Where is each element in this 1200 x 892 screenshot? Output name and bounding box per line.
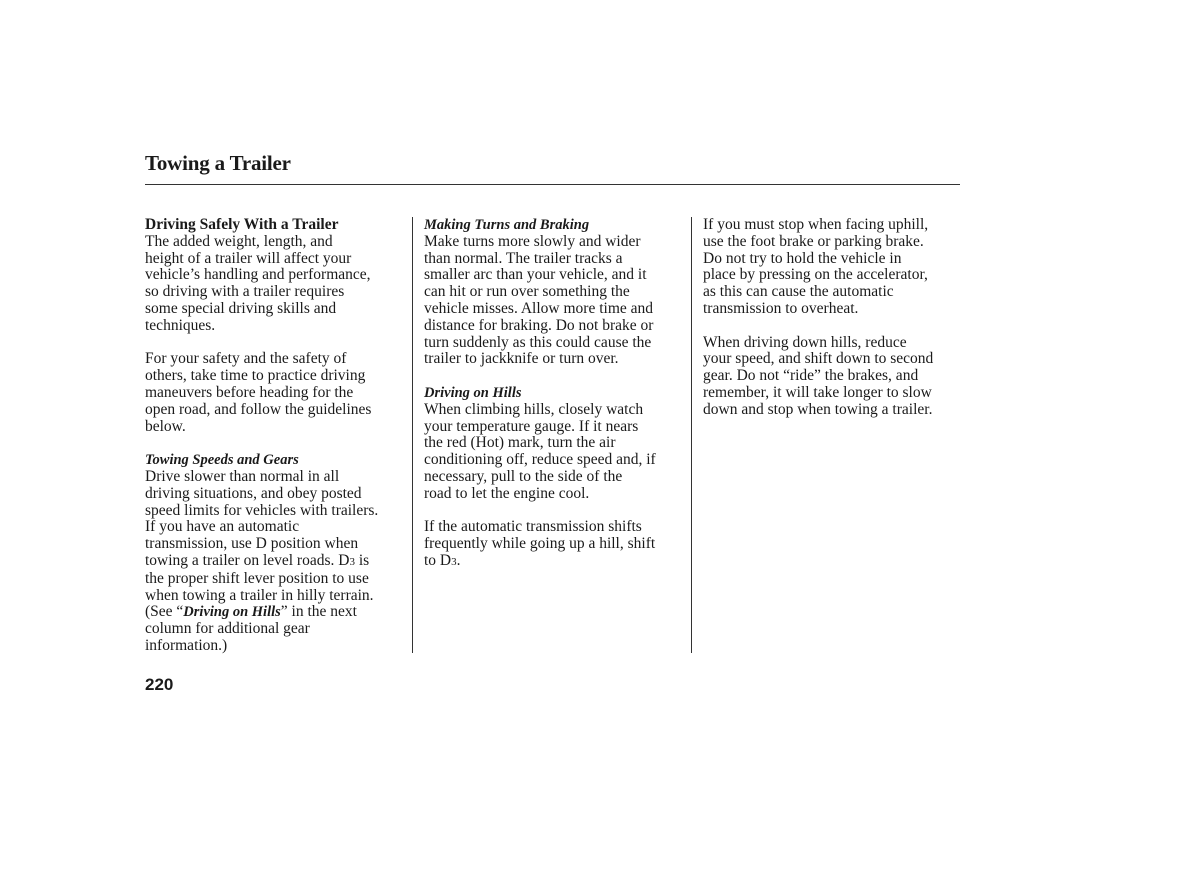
text-line: use the foot brake or parking brake. xyxy=(703,232,924,250)
paragraph-stopping-uphill xyxy=(703,217,965,318)
text-line: open road, and follow the guidelines xyxy=(145,400,372,418)
text-fragment: ” in the next xyxy=(280,603,357,621)
title-divider xyxy=(145,184,960,185)
text-line: as this can cause the automatic xyxy=(703,283,894,301)
text-line: column for additional gear xyxy=(145,620,310,638)
column-divider-right xyxy=(691,217,692,653)
text-line: others, take time to practice driving xyxy=(145,367,366,385)
text-line: If you have an automatic xyxy=(145,518,300,536)
text-line: place by pressing on the accelerator, xyxy=(703,266,928,284)
text-line: gear. Do not “ride” the brakes, and xyxy=(703,367,919,385)
text-fragment: . xyxy=(456,551,461,569)
column-3 xyxy=(703,217,965,435)
column-1 xyxy=(145,217,407,672)
section-towing-speeds xyxy=(145,452,407,655)
column-divider-left xyxy=(412,217,413,653)
text-line: turn suddenly as this could cause the xyxy=(424,333,652,351)
text-line: transmission, use D position when xyxy=(145,535,359,553)
text-fragment: (See “ xyxy=(145,603,184,621)
subheading-towing-speeds: Towing Speeds and Gears xyxy=(145,452,299,469)
text-line: conditioning off, reduce speed and, if xyxy=(424,451,656,469)
text-fragment: towing a trailer on level roads. D xyxy=(145,551,350,569)
text-line: can hit or run over something the xyxy=(424,283,630,301)
text-line: techniques. xyxy=(145,316,216,334)
text-line: your temperature gauge. If it nears xyxy=(424,417,639,435)
text-line: speed limits for vehicles with trailers. xyxy=(145,501,379,519)
text-line: information.) xyxy=(145,636,228,654)
text-line: Drive slower than normal in all xyxy=(145,467,340,485)
paragraph-driving-downhill xyxy=(703,335,965,419)
section-heading-driving-safely: Driving Safely With a Trailer xyxy=(145,216,339,233)
subheading-driving-on-hills: Driving on Hills xyxy=(424,384,522,401)
text-line: The added weight, length, and xyxy=(145,232,333,250)
text-line: trailer to jackknife or turn over. xyxy=(424,350,619,368)
cross-reference-driving-on-hills: Driving on Hills xyxy=(183,604,281,621)
text-line-see-reference xyxy=(145,604,407,621)
text-line: road to let the engine cool. xyxy=(424,484,590,502)
text-line: driving situations, and obey posted xyxy=(145,484,362,502)
paragraph-safety xyxy=(145,351,407,435)
text-line: If the automatic transmission shifts xyxy=(424,518,642,536)
text-line: below. xyxy=(145,417,186,435)
text-line: down and stop when towing a trailer. xyxy=(703,400,933,418)
text-line-d3 xyxy=(145,553,407,571)
text-line-d3 xyxy=(424,553,686,571)
text-line: smaller arc than your vehicle, and it xyxy=(424,266,647,284)
text-line: When climbing hills, closely watch xyxy=(424,400,644,418)
text-line: necessary, pull to the side of the xyxy=(424,467,623,485)
section-driving-safely xyxy=(145,217,407,335)
paragraph-automatic-shifts xyxy=(424,519,686,570)
section-driving-on-hills xyxy=(424,385,686,503)
text-line: the red (Hot) mark, turn the air xyxy=(424,434,616,452)
text-line: Do not try to hold the vehicle in xyxy=(703,249,902,267)
text-line: your speed, and shift down to second xyxy=(703,350,934,368)
column-2 xyxy=(424,217,686,588)
gear-subscript: 3 xyxy=(451,555,457,568)
text-line: Make turns more slowly and wider xyxy=(424,232,641,250)
text-line: frequently while going up a hill, shift xyxy=(424,535,656,553)
text-line: When driving down hills, reduce xyxy=(703,333,907,351)
gear-subscript: 3 xyxy=(349,555,355,568)
text-line: vehicle misses. Allow more time and xyxy=(424,299,654,317)
text-line: For your safety and the safety of xyxy=(145,350,347,368)
text-line: remember, it will take longer to slow xyxy=(703,383,932,401)
text-line: transmission to overheat. xyxy=(703,299,859,317)
text-line: than normal. The trailer tracks a xyxy=(424,249,623,267)
text-line: some special driving skills and xyxy=(145,299,337,317)
text-fragment: to D xyxy=(424,551,452,569)
text-line: when towing a trailer in hilly terrain. xyxy=(145,586,374,604)
text-line: so driving with a trailer requires xyxy=(145,283,345,301)
text-line: maneuvers before heading for the xyxy=(145,383,354,401)
page-title: Towing a Trailer xyxy=(145,151,291,175)
text-line: height of a trailer will affect your xyxy=(145,249,352,267)
page-number: 220 xyxy=(145,675,174,694)
text-line: the proper shift lever position to use xyxy=(145,569,369,587)
text-line: If you must stop when facing uphill, xyxy=(703,216,929,233)
text-line: vehicle’s handling and performance, xyxy=(145,266,371,284)
text-line: distance for braking. Do not brake or xyxy=(424,316,654,334)
text-fragment: is xyxy=(354,551,370,569)
section-turns-braking xyxy=(424,217,686,368)
subheading-turns-braking: Making Turns and Braking xyxy=(424,217,590,233)
